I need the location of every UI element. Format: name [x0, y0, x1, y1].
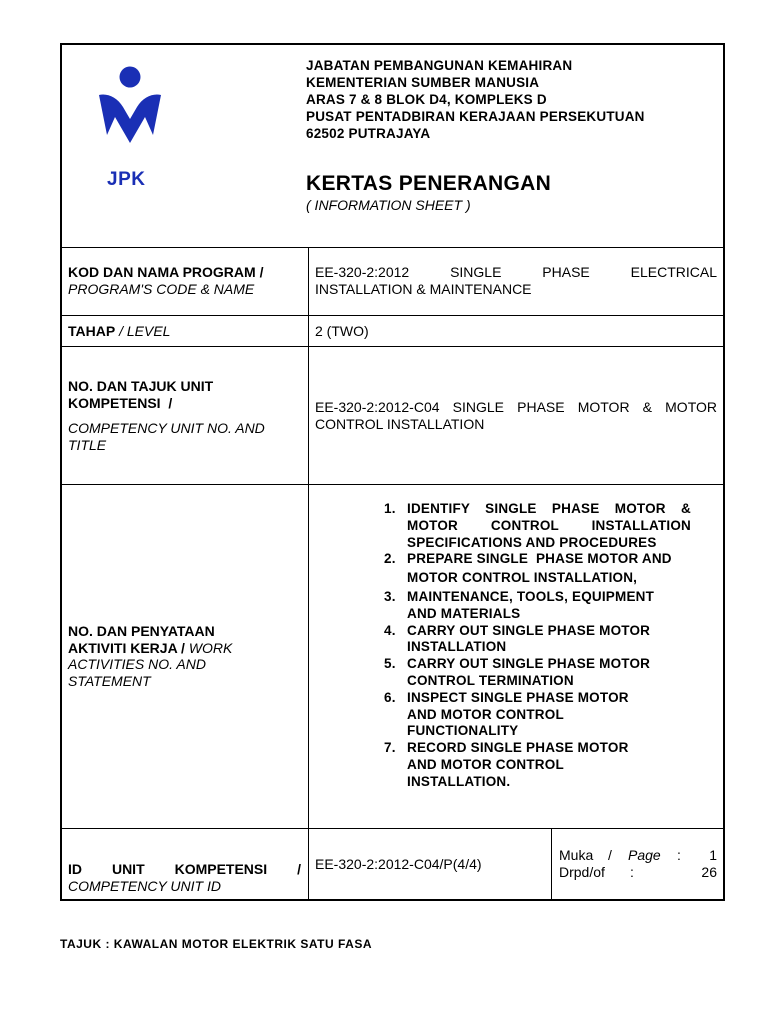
activity-item	[384, 501, 714, 551]
page-label-ms: Muka	[559, 847, 594, 863]
row-divider	[61, 247, 724, 248]
activity-item	[384, 690, 714, 740]
document-subtitle: ( INFORMATION SHEET )	[306, 197, 471, 213]
address-block	[306, 57, 716, 142]
document-title: KERTAS PENERANGAN	[306, 172, 552, 195]
program-value-line2: INSTALLATION & MAINTENANCE	[315, 280, 532, 297]
activity-item	[384, 623, 714, 657]
activities-ordered-list	[384, 501, 714, 791]
address-line: KEMENTERIAN SUMBER MANUSIA	[306, 75, 540, 90]
activity-item	[384, 589, 714, 623]
activity-line: INSTALLATION.	[407, 773, 511, 789]
activity-number: 7.	[384, 740, 396, 756]
activity-line: IDENTIFY SINGLE PHASE MOTOR &	[407, 501, 691, 516]
unit-value	[315, 399, 717, 432]
page-label-en: Page	[628, 847, 661, 863]
unit-id-label-en: COMPETENCY UNIT ID	[68, 877, 221, 894]
program-value-line1	[315, 264, 717, 281]
unit-value-line1: EE-320-2:2012-C04 SINGLE PHASE MOTOR & MOTOR	[315, 399, 717, 415]
page-colon: :	[677, 847, 681, 863]
activities-label-ms-2: AKTIVITI KERJA /	[68, 639, 185, 656]
activities-label-en-3: STATEMENT	[68, 672, 151, 689]
unit-id-label-word: KOMPETENSI	[174, 861, 268, 877]
activities-label-ms-1: NO. DAN PENYATAAN	[68, 623, 215, 639]
activity-line: PREPARE SINGLE PHASE MOTOR AND	[407, 551, 672, 567]
unit-label-ms-2: KOMPETENSI /	[68, 394, 173, 411]
activity-line: SPECIFICATIONS AND PROCEDURES	[407, 534, 657, 550]
activity-number: 1.	[384, 501, 396, 516]
unit-id-value: EE-320-2:2012-C04/P(4/4)	[315, 856, 482, 872]
address-line: JABATAN PEMBANGUNAN KEMAHIRAN	[306, 58, 573, 73]
footer-title: TAJUK : KAWALAN MOTOR ELEKTRIK SATU FASA	[60, 937, 372, 951]
program-code: EE-320-2:2012	[315, 264, 410, 280]
level-value: 2 (TWO)	[315, 323, 369, 339]
activity-line: MAINTENANCE, TOOLS, EQUIPMENT	[407, 588, 655, 604]
of-label: Drpd/of	[559, 864, 605, 880]
activities-label	[68, 623, 302, 689]
activity-number: 2.	[384, 551, 396, 567]
column-divider	[551, 829, 552, 900]
activities-list	[384, 501, 714, 791]
activity-number: 3.	[384, 588, 396, 604]
page-total-row	[559, 864, 717, 881]
unit-label	[68, 378, 302, 453]
activities-label-en-2: ACTIVITIES NO. AND	[68, 656, 206, 672]
activity-line: CONTROL TERMINATION	[407, 672, 574, 688]
unit-id-label	[68, 861, 301, 894]
program-value	[315, 264, 717, 297]
page-info	[559, 847, 717, 881]
unit-id-label-word: UNIT	[111, 861, 145, 877]
jpk-logo	[95, 65, 165, 145]
activity-line: FUNCTIONALITY	[407, 723, 519, 739]
activity-number: 6.	[384, 689, 396, 705]
activities-label-en-1: WORK	[184, 639, 233, 656]
activity-line: RECORD SINGLE PHASE MOTOR	[407, 740, 629, 756]
level-label-ms: TAHAP	[68, 323, 116, 339]
page-total: 26	[701, 864, 717, 880]
page-number-row	[559, 847, 717, 864]
unit-id-label-ms	[68, 861, 301, 878]
row-divider	[61, 346, 724, 347]
unit-value-line2: CONTROL INSTALLATION	[315, 415, 485, 432]
activity-line: AND MOTOR CONTROL	[407, 706, 564, 722]
activity-line: CARRY OUT SINGLE PHASE MOTOR	[407, 656, 651, 672]
activity-line: INSPECT SINGLE PHASE MOTOR	[407, 689, 629, 705]
activity-item	[384, 656, 714, 690]
program-word: PHASE	[542, 264, 590, 280]
unit-label-ms-1: NO. DAN TAJUK UNIT	[68, 378, 214, 394]
activity-item	[384, 551, 714, 587]
logo-text: JPK	[107, 169, 146, 190]
activity-line: MOTOR CONTROL INSTALLATION	[407, 517, 691, 533]
page-number: 1	[709, 847, 717, 863]
unit-id-label-word: ID	[68, 861, 82, 877]
activity-line: CARRY OUT SINGLE PHASE MOTOR	[407, 622, 651, 638]
activity-line: MOTOR CONTROL INSTALLATION,	[407, 570, 638, 586]
row-divider	[61, 315, 724, 316]
level-label-en: / LEVEL	[115, 323, 171, 339]
program-label	[68, 264, 302, 297]
address-line: PUSAT PENTADBIRAN KERAJAAN PERSEKUTUAN	[306, 109, 645, 124]
activity-line: INSTALLATION	[407, 639, 507, 655]
unit-id-label-word: /	[297, 861, 301, 877]
address-line: ARAS 7 & 8 BLOK D4, KOMPLEKS D	[306, 92, 547, 107]
activity-line: AND MOTOR CONTROL	[407, 756, 564, 772]
program-word: SINGLE	[450, 264, 502, 280]
program-label-ms: KOD DAN NAMA PROGRAM /	[68, 264, 264, 280]
unit-label-en-2: TITLE	[68, 436, 107, 453]
column-divider	[308, 248, 309, 900]
row-divider	[61, 484, 724, 485]
program-label-en: PROGRAM'S CODE & NAME	[68, 280, 255, 297]
level-label	[68, 323, 170, 340]
jpk-logo-mark-icon	[95, 65, 165, 145]
unit-label-en-1: COMPETENCY UNIT NO. AND	[68, 420, 265, 436]
address-line: 62502 PUTRAJAYA	[306, 126, 431, 141]
activity-number: 4.	[384, 622, 396, 638]
row-divider	[61, 828, 724, 829]
page-separator: /	[608, 847, 612, 863]
activity-line: AND MATERIALS	[407, 605, 521, 621]
of-colon: :	[630, 864, 634, 880]
activity-number: 5.	[384, 656, 396, 672]
activity-item	[384, 740, 714, 790]
program-word: ELECTRICAL	[630, 264, 717, 280]
